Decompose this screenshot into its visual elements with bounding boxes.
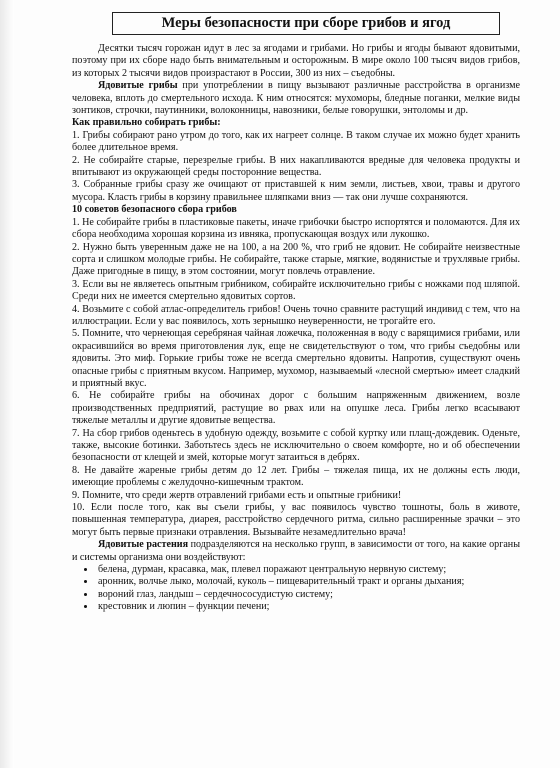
tip-item: 10. Если после того, как вы съели грибы, у вас появилось чувство тошноты, боль в животе, повышенная температура, диарея, расстройство сердечного ритма, сильно расширенные зрачки – это могут быть первые признаки отравления. Вызывайте незамедлительно врача! [72, 502, 520, 538]
document-body [72, 43, 520, 614]
poison-plants-text: подразделяются на несколько групп, в зависимости от того, на какие органы и системы организма они воздействуют: [72, 539, 520, 563]
how-to-collect-heading: Как правильно собирать грибы: [72, 117, 221, 129]
list-item: • белена, дурман, красавка, мак, плевел поражают центральную нервную систему; [96, 564, 520, 576]
tip-item: 8. Не давайте жареные грибы детям до 12 лет. Грибы – тяжелая пища, их не должны есть люди, имеющие проблемы с желудочно-кишечным трактом. [72, 464, 520, 489]
tip-item: 2. Нужно быть уверенным даже не на 100, а на 200 %, что гриб не ядовит. Не собирайте неизвестные сорта и слишком молодые грибы. Не собирайте, также старые, мягкие, водянистые и трухлявые грибы. Даже пригодные в пищу, в этом состоянии, могут повлечь отравление. [72, 241, 520, 278]
tip-item: 5. Помните, что чернеющая серебряная чайная ложечка, положенная в воду с варящимися грибами, или окрасившийся во время приготовления лук, еще не свидетельствуют о том, что грибы съедобны или ядовиты. Это миф. Горькие грибы тоже не всегда смертельно ядовиты. Напротив, существуют очень опасные грибы с приятным вкусом. Например, мухомор, называемый «лесной смертью» имеет сладкий и приятный вкус. [72, 328, 520, 389]
tips-heading: 10 советов безопасного сбора грибов [72, 204, 237, 216]
how-to-collect-item: 2. Не собирайте старые, перезрелые грибы. В них накапливаются вредные для человека продукты и впитывают из окружающей среды посторонние вещества. [72, 154, 520, 179]
page-title: Меры безопасности при сборе грибов и ягод [112, 12, 500, 35]
poison-mushrooms-text: при употреблении в пищу вызывают различные расстройства в организме человека, вплоть до смертельного исхода. К ним относятся: мухоморы, бледные поганки, мелкие виды зонтиков, строчки, паутинники, волоконницы, навозники, белые говорушки, энтоломы и др. [72, 80, 520, 117]
intro-paragraph: Десятки тысяч горожан идут в лес за ягодами и грибами. Но грибы и ягоды бывают ядовитыми, поэтому при их сборе надо быть внимательным и осторожным. В мире около 100 тысяч видов грибов, из которых 2 тысячи видов произрастают в России, 300 из них – съедобны. [72, 43, 520, 79]
list-item: • вороний глаз, ландыш – сердечнососудистую систему; [96, 589, 520, 601]
list-item: • аронник, волчье лыко, молочай, куколь – пищеварительный тракт и органы дыхания; [96, 576, 520, 588]
poison-plants-list [72, 564, 520, 614]
poison-plants-paragraph [72, 539, 520, 564]
tip-item: 4. Возьмите с собой атлас-определитель грибов! Очень точно сравните растущий индивид с тем, что на иллюстрации. Если у вас появилось, хоть зернышко неуверенности, не трогайте его. [72, 303, 520, 327]
tip-item: 6. Не собирайте грибы на обочинах дорог с большим напряженным движением, возле производственных предприятий, растущие во рвах или на опушке леса. Грибы легко всасывают тяжелые металлы и другие ядовитые вещества. [72, 390, 520, 427]
list-item: • крестовник и люпин – функции печени; [96, 601, 520, 613]
tip-item: 3. Если вы не являетесь опытным грибником, собирайте исключительно грибы с ножками под шляпой. Среди них не имеется смертельно ядовитых сортов. [72, 278, 520, 303]
poison-mushrooms-paragraph [72, 80, 520, 117]
poison-mushrooms-term: Ядовитые грибы [98, 80, 178, 92]
poison-plants-term: Ядовитые растения [98, 539, 189, 551]
tip-item: 1. Не собирайте грибы в пластиковые пакеты, иначе грибочки быстро испортятся и поломаются. Для их сбора необходима хорошая корзина из ивняка, пропускающая воздух или лукошко. [72, 216, 520, 241]
tip-item: 9. Помните, что среди жертв отравлений грибами есть и опытные грибники! [72, 489, 402, 501]
how-to-collect-item: 1. Грибы собирают рано утром до того, как их нагреет солнце. В таком случае их можно будет хранить более длительное время. [72, 129, 520, 154]
tip-item: 7. На сбор грибов оденьтесь в удобную одежду, возьмите с собой куртку или плащ-дождевик. Оденьте, также, высокие ботинки. Заботьтесь здесь не исключительно о своем комфорте, но и об обеспечении безопасности от клещей и змей, которые могут затаиться в дебрях. [72, 427, 520, 464]
how-to-collect-item: 3. Собранные грибы сразу же очищают от приставшей к ним земли, листьев, хвои, травы и другого мусора. Класть грибы в корзину правильнее шляпками вниз — так они лучше сохраняются. [72, 179, 520, 203]
page-fold-shadow [0, 0, 14, 768]
